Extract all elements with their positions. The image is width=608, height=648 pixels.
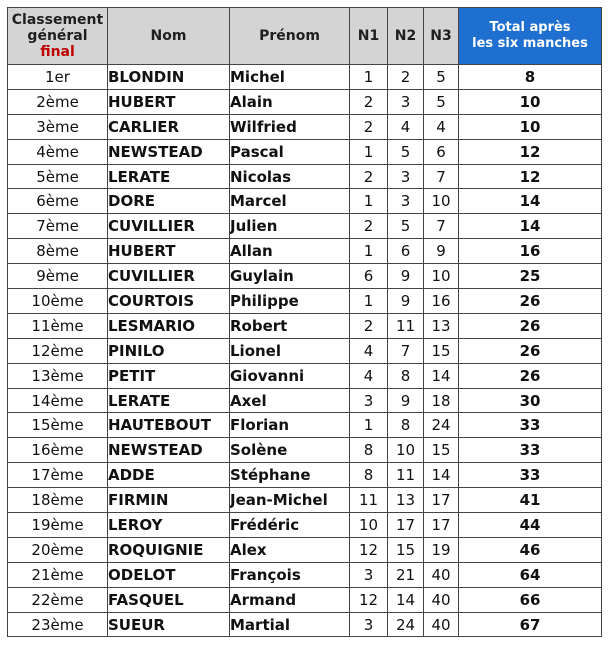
nom-cell: ODELOT bbox=[108, 562, 230, 587]
nom-cell: FASQUEL bbox=[108, 587, 230, 612]
table-row bbox=[8, 438, 602, 463]
n3-cell: 17 bbox=[424, 513, 459, 538]
prenom-cell: Allan bbox=[230, 239, 350, 264]
n2-cell: 2 bbox=[388, 65, 424, 90]
n3-cell: 5 bbox=[424, 65, 459, 90]
table-row bbox=[8, 488, 602, 513]
table-row bbox=[8, 164, 602, 189]
n3-cell: 19 bbox=[424, 537, 459, 562]
prenom-cell: Martial bbox=[230, 612, 350, 637]
nom-cell: LERATE bbox=[108, 388, 230, 413]
table-row bbox=[8, 562, 602, 587]
n2-cell: 14 bbox=[388, 587, 424, 612]
n2-cell: 9 bbox=[388, 264, 424, 289]
n1-cell: 1 bbox=[350, 239, 388, 264]
total-cell: 26 bbox=[459, 363, 602, 388]
rank-cell: 8ème bbox=[8, 239, 108, 264]
n1-cell: 10 bbox=[350, 513, 388, 538]
rank-cell: 9ème bbox=[8, 264, 108, 289]
rank-cell: 13ème bbox=[8, 363, 108, 388]
n2-cell: 7 bbox=[388, 338, 424, 363]
nom-cell: PETIT bbox=[108, 363, 230, 388]
n2-cell: 24 bbox=[388, 612, 424, 637]
total-cell: 16 bbox=[459, 239, 602, 264]
n1-cell: 4 bbox=[350, 363, 388, 388]
total-cell: 26 bbox=[459, 313, 602, 338]
header-n3: N3 bbox=[424, 8, 459, 65]
prenom-cell: Giovanni bbox=[230, 363, 350, 388]
n3-cell: 7 bbox=[424, 164, 459, 189]
rank-cell: 10ème bbox=[8, 289, 108, 314]
prenom-cell: Robert bbox=[230, 313, 350, 338]
rank-cell: 21ème bbox=[8, 562, 108, 587]
header-prenom: Prénom bbox=[230, 8, 350, 65]
rank-cell: 3ème bbox=[8, 114, 108, 139]
rank-cell: 12ème bbox=[8, 338, 108, 363]
n2-cell: 3 bbox=[388, 164, 424, 189]
n3-cell: 6 bbox=[424, 139, 459, 164]
total-cell: 14 bbox=[459, 214, 602, 239]
n2-cell: 9 bbox=[388, 289, 424, 314]
header-classement-line2: général bbox=[27, 28, 88, 44]
n3-cell: 17 bbox=[424, 488, 459, 513]
nom-cell: ROQUIGNIE bbox=[108, 537, 230, 562]
n2-cell: 10 bbox=[388, 438, 424, 463]
nom-cell: BLONDIN bbox=[108, 65, 230, 90]
table-row bbox=[8, 413, 602, 438]
n3-cell: 24 bbox=[424, 413, 459, 438]
prenom-cell: Jean-Michel bbox=[230, 488, 350, 513]
prenom-cell: Nicolas bbox=[230, 164, 350, 189]
n1-cell: 3 bbox=[350, 388, 388, 413]
total-cell: 25 bbox=[459, 264, 602, 289]
prenom-cell: Michel bbox=[230, 65, 350, 90]
total-cell: 12 bbox=[459, 139, 602, 164]
header-n1: N1 bbox=[350, 8, 388, 65]
n2-cell: 9 bbox=[388, 388, 424, 413]
n2-cell: 17 bbox=[388, 513, 424, 538]
n2-cell: 4 bbox=[388, 114, 424, 139]
prenom-cell: Solène bbox=[230, 438, 350, 463]
prenom-cell: Alex bbox=[230, 537, 350, 562]
rank-cell: 23ème bbox=[8, 612, 108, 637]
total-cell: 12 bbox=[459, 164, 602, 189]
table-row bbox=[8, 313, 602, 338]
rank-cell: 19ème bbox=[8, 513, 108, 538]
total-cell: 14 bbox=[459, 189, 602, 214]
rank-cell: 2ème bbox=[8, 89, 108, 114]
n2-cell: 5 bbox=[388, 139, 424, 164]
header-row bbox=[8, 8, 602, 65]
n2-cell: 8 bbox=[388, 363, 424, 388]
n1-cell: 3 bbox=[350, 612, 388, 637]
n3-cell: 40 bbox=[424, 612, 459, 637]
n1-cell: 8 bbox=[350, 438, 388, 463]
n3-cell: 10 bbox=[424, 264, 459, 289]
nom-cell: LERATE bbox=[108, 164, 230, 189]
prenom-cell: Guylain bbox=[230, 264, 350, 289]
table-row bbox=[8, 189, 602, 214]
total-cell: 26 bbox=[459, 289, 602, 314]
n3-cell: 9 bbox=[424, 239, 459, 264]
total-cell: 64 bbox=[459, 562, 602, 587]
n2-cell: 3 bbox=[388, 189, 424, 214]
rank-cell: 5ème bbox=[8, 164, 108, 189]
header-nom: Nom bbox=[108, 8, 230, 65]
nom-cell: HAUTEBOUT bbox=[108, 413, 230, 438]
nom-cell: HUBERT bbox=[108, 239, 230, 264]
header-total-line1: Total après bbox=[489, 20, 571, 35]
n3-cell: 16 bbox=[424, 289, 459, 314]
table-row bbox=[8, 388, 602, 413]
table-row bbox=[8, 537, 602, 562]
nom-cell: LESMARIO bbox=[108, 313, 230, 338]
n3-cell: 15 bbox=[424, 438, 459, 463]
rank-cell: 7ème bbox=[8, 214, 108, 239]
n2-cell: 21 bbox=[388, 562, 424, 587]
n1-cell: 2 bbox=[350, 313, 388, 338]
n2-cell: 8 bbox=[388, 413, 424, 438]
n3-cell: 13 bbox=[424, 313, 459, 338]
n1-cell: 3 bbox=[350, 562, 388, 587]
n3-cell: 15 bbox=[424, 338, 459, 363]
header-classement-line1: Classement bbox=[11, 12, 104, 28]
total-cell: 8 bbox=[459, 65, 602, 90]
n2-cell: 5 bbox=[388, 214, 424, 239]
rank-cell: 1er bbox=[8, 65, 108, 90]
prenom-cell: Alain bbox=[230, 89, 350, 114]
n3-cell: 14 bbox=[424, 463, 459, 488]
n1-cell: 6 bbox=[350, 264, 388, 289]
n3-cell: 5 bbox=[424, 89, 459, 114]
prenom-cell: Stéphane bbox=[230, 463, 350, 488]
total-cell: 46 bbox=[459, 537, 602, 562]
total-cell: 66 bbox=[459, 587, 602, 612]
rank-cell: 14ème bbox=[8, 388, 108, 413]
header-classement-final: final bbox=[40, 44, 75, 60]
n1-cell: 2 bbox=[350, 89, 388, 114]
header-n2: N2 bbox=[388, 8, 424, 65]
nom-cell: FIRMIN bbox=[108, 488, 230, 513]
n1-cell: 8 bbox=[350, 463, 388, 488]
total-cell: 44 bbox=[459, 513, 602, 538]
prenom-cell: Frédéric bbox=[230, 513, 350, 538]
total-cell: 33 bbox=[459, 438, 602, 463]
table-row bbox=[8, 65, 602, 90]
n2-cell: 13 bbox=[388, 488, 424, 513]
n1-cell: 12 bbox=[350, 587, 388, 612]
n1-cell: 12 bbox=[350, 537, 388, 562]
total-cell: 30 bbox=[459, 388, 602, 413]
total-cell: 26 bbox=[459, 338, 602, 363]
total-cell: 67 bbox=[459, 612, 602, 637]
table-row bbox=[8, 289, 602, 314]
nom-cell: CUVILLIER bbox=[108, 214, 230, 239]
prenom-cell: Philippe bbox=[230, 289, 350, 314]
nom-cell: CUVILLIER bbox=[108, 264, 230, 289]
table-body bbox=[8, 65, 602, 637]
n1-cell: 1 bbox=[350, 289, 388, 314]
nom-cell: COURTOIS bbox=[108, 289, 230, 314]
prenom-cell: Axel bbox=[230, 388, 350, 413]
table-row bbox=[8, 612, 602, 637]
n1-cell: 2 bbox=[350, 214, 388, 239]
rank-cell: 18ème bbox=[8, 488, 108, 513]
n1-cell: 11 bbox=[350, 488, 388, 513]
rank-cell: 4ème bbox=[8, 139, 108, 164]
nom-cell: DORE bbox=[108, 189, 230, 214]
prenom-cell: Florian bbox=[230, 413, 350, 438]
prenom-cell: Marcel bbox=[230, 189, 350, 214]
rank-cell: 22ème bbox=[8, 587, 108, 612]
n3-cell: 4 bbox=[424, 114, 459, 139]
prenom-cell: François bbox=[230, 562, 350, 587]
table-row bbox=[8, 239, 602, 264]
n3-cell: 10 bbox=[424, 189, 459, 214]
prenom-cell: Pascal bbox=[230, 139, 350, 164]
n2-cell: 11 bbox=[388, 313, 424, 338]
n3-cell: 40 bbox=[424, 562, 459, 587]
total-cell: 33 bbox=[459, 463, 602, 488]
n3-cell: 14 bbox=[424, 363, 459, 388]
table-row bbox=[8, 89, 602, 114]
table-row bbox=[8, 587, 602, 612]
prenom-cell: Julien bbox=[230, 214, 350, 239]
header-classement bbox=[8, 8, 108, 65]
nom-cell: PINILO bbox=[108, 338, 230, 363]
n3-cell: 7 bbox=[424, 214, 459, 239]
n3-cell: 40 bbox=[424, 587, 459, 612]
n1-cell: 1 bbox=[350, 189, 388, 214]
table-row bbox=[8, 139, 602, 164]
n1-cell: 2 bbox=[350, 164, 388, 189]
rank-cell: 17ème bbox=[8, 463, 108, 488]
n1-cell: 2 bbox=[350, 114, 388, 139]
n1-cell: 4 bbox=[350, 338, 388, 363]
n2-cell: 11 bbox=[388, 463, 424, 488]
n2-cell: 15 bbox=[388, 537, 424, 562]
total-cell: 41 bbox=[459, 488, 602, 513]
rank-cell: 6ème bbox=[8, 189, 108, 214]
rank-cell: 16ème bbox=[8, 438, 108, 463]
nom-cell: CARLIER bbox=[108, 114, 230, 139]
prenom-cell: Armand bbox=[230, 587, 350, 612]
n1-cell: 1 bbox=[350, 139, 388, 164]
nom-cell: LEROY bbox=[108, 513, 230, 538]
n1-cell: 1 bbox=[350, 413, 388, 438]
total-cell: 33 bbox=[459, 413, 602, 438]
n2-cell: 3 bbox=[388, 89, 424, 114]
n3-cell: 18 bbox=[424, 388, 459, 413]
rank-cell: 15ème bbox=[8, 413, 108, 438]
rank-cell: 20ème bbox=[8, 537, 108, 562]
prenom-cell: Wilfried bbox=[230, 114, 350, 139]
nom-cell: ADDE bbox=[108, 463, 230, 488]
table-row bbox=[8, 513, 602, 538]
nom-cell: NEWSTEAD bbox=[108, 438, 230, 463]
total-cell: 10 bbox=[459, 114, 602, 139]
n1-cell: 1 bbox=[350, 65, 388, 90]
table-row bbox=[8, 363, 602, 388]
ranking-table bbox=[7, 7, 602, 637]
nom-cell: HUBERT bbox=[108, 89, 230, 114]
total-cell: 10 bbox=[459, 89, 602, 114]
table-row bbox=[8, 338, 602, 363]
nom-cell: SUEUR bbox=[108, 612, 230, 637]
table-row bbox=[8, 264, 602, 289]
header-total-line2: les six manches bbox=[472, 36, 588, 51]
table-row bbox=[8, 463, 602, 488]
rank-cell: 11ème bbox=[8, 313, 108, 338]
table-row bbox=[8, 114, 602, 139]
n2-cell: 6 bbox=[388, 239, 424, 264]
table-row bbox=[8, 214, 602, 239]
nom-cell: NEWSTEAD bbox=[108, 139, 230, 164]
header-total bbox=[459, 8, 602, 65]
prenom-cell: Lionel bbox=[230, 338, 350, 363]
